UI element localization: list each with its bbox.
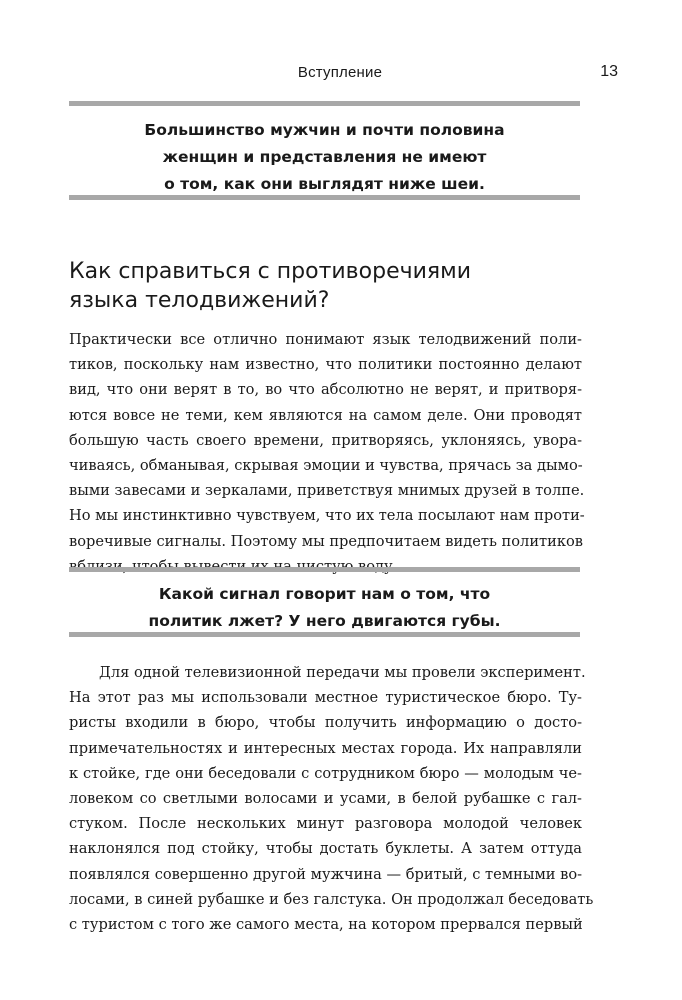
text-line: Для одной телевизионной передачи мы провели эксперимент. bbox=[99, 664, 586, 681]
callout-bottom-rule bbox=[69, 195, 580, 200]
callout-quote-2 bbox=[69, 581, 580, 635]
callout-line: Большинство мужчин и почти половина bbox=[144, 121, 505, 139]
callout-line: Какой сигнал говорит нам о том, что bbox=[158, 585, 491, 603]
text-line: Но мы инстинктивно чувствуем, что их тела посылают нам проти- bbox=[69, 507, 585, 525]
text-line: ристы входили в бюро, чтобы получить информацию о досто- bbox=[69, 714, 582, 732]
text-line: большую часть своего времени, притворяясь, уклоняясь, увора- bbox=[69, 431, 582, 449]
text-line: На этот раз мы использовали местное туристическое бюро. Ту- bbox=[69, 689, 582, 707]
text-line: к стойке, где они беседовали с сотрудником бюро — молодым че- bbox=[69, 764, 582, 782]
callout-line: политик лжет? У него двигаются губы. bbox=[148, 612, 501, 630]
text-line: воречивые сигналы. Поэтому мы предпочитаем видеть политиков bbox=[69, 532, 583, 550]
callout-top-rule bbox=[69, 567, 580, 572]
text-line: тиков, поскольку нам известно, что политики постоянно делают bbox=[69, 356, 582, 374]
running-head: Вступление bbox=[297, 64, 383, 81]
page-number: 13 bbox=[600, 63, 618, 80]
section-title-line: языка телодвижений? bbox=[69, 288, 330, 313]
body-paragraph-2 bbox=[69, 660, 594, 937]
text-line: ловеком со светлыми волосами и усами, в белой рубашке с гал- bbox=[69, 790, 582, 808]
callout-quote-1 bbox=[69, 117, 580, 198]
section-title-line: Как справиться с противоречиями bbox=[69, 259, 472, 284]
section-title bbox=[69, 257, 589, 315]
text-line: появлялся совершенно другой мужчина — бритый, с темными во- bbox=[69, 865, 583, 883]
text-line: Практически все отлично понимают язык телодвижений поли- bbox=[69, 331, 582, 348]
callout-top-rule bbox=[69, 101, 580, 106]
callout-line: женщин и представления не имеют bbox=[162, 148, 487, 166]
text-line: наклонялся под стойку, чтобы достать буклеты. А затем оттуда bbox=[69, 840, 582, 858]
text-line: ются вовсе не теми, кем являются на самом деле. Они проводят bbox=[69, 406, 582, 424]
text-line: чиваясь, обманывая, скрывая эмоции и чувства, прячась за дымо- bbox=[69, 457, 583, 475]
text-line: выми завесами и зеркалами, приветствуя мнимых друзей в толпе. bbox=[69, 482, 585, 500]
callout-bottom-rule bbox=[69, 632, 580, 637]
text-line: примечательностях и интересных местах города. Их направляли bbox=[69, 739, 582, 757]
text-line: лосами, в синей рубашке и без галстука. Он продолжал беседовать bbox=[69, 890, 594, 908]
callout-line: о том, как они выглядят ниже шеи. bbox=[164, 175, 485, 193]
text-line: стуком. После нескольких минут разговора молодой человек bbox=[69, 815, 582, 833]
text-line: вид, что они верят в то, во что абсолютно не верят, и притворя- bbox=[69, 381, 582, 399]
body-paragraph-1 bbox=[69, 327, 585, 579]
text-line: с туристом с того же самого места, на котором прервался первый bbox=[69, 916, 583, 934]
